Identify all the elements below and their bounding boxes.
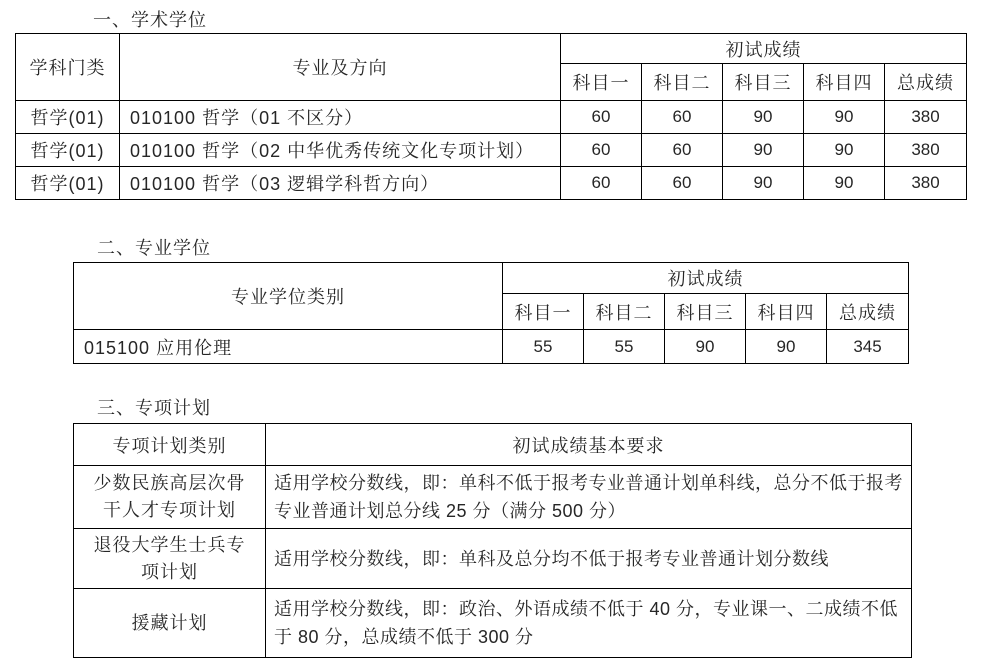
- col-header-subject2: 科目二: [584, 294, 665, 330]
- cell-subject1-score: 60: [561, 101, 642, 134]
- cell-plan-type: 退役大学生士兵专项计划: [74, 529, 266, 589]
- table-row: [16, 101, 967, 134]
- table-row: [74, 529, 912, 589]
- cell-subject2-score: 60: [642, 134, 723, 167]
- col-header-subject4: 科目四: [746, 294, 827, 330]
- cell-subject1-score: 60: [561, 134, 642, 167]
- col-header-total: 总成绩: [885, 64, 967, 101]
- section-title-professional: 二、专业学位: [97, 238, 211, 258]
- cell-subject3-score: 90: [723, 101, 804, 134]
- section-title-academic: 一、学术学位: [93, 10, 207, 30]
- cell-degree-type: 015100 应用伦理: [74, 330, 503, 364]
- academic-degree-table: [15, 33, 967, 200]
- col-header-major: 专业及方向: [120, 34, 561, 101]
- cell-total-score: 380: [885, 101, 967, 134]
- cell-requirement: 适用学校分数线，即：单科及总分均不低于报考专业普通计划分数线: [266, 529, 912, 589]
- cell-total-score: 380: [885, 134, 967, 167]
- col-header-subject2: 科目二: [642, 64, 723, 101]
- cell-subject4-score: 90: [804, 134, 885, 167]
- col-header-subject4: 科目四: [804, 64, 885, 101]
- col-header-degree-type: 专业学位类别: [74, 263, 503, 330]
- col-header-requirement: 初试成绩基本要求: [266, 424, 912, 466]
- table-header-row: [16, 34, 967, 64]
- table-row: [74, 466, 912, 529]
- table-row: [16, 167, 967, 200]
- special-plan-table: [73, 423, 912, 658]
- col-header-score-group: 初试成绩: [561, 34, 967, 64]
- section-title-special: 三、专项计划: [97, 398, 211, 418]
- cell-subject4-score: 90: [804, 167, 885, 200]
- col-header-subject3: 科目三: [723, 64, 804, 101]
- cell-plan-type: 援藏计划: [74, 589, 266, 658]
- cell-subject1-score: 55: [503, 330, 584, 364]
- cell-major: 010100 哲学（02 中华优秀传统文化专项计划）: [120, 134, 561, 167]
- cell-subject2-score: 60: [642, 101, 723, 134]
- cell-subject4-score: 90: [804, 101, 885, 134]
- cell-category: 哲学(01): [16, 134, 120, 167]
- cell-subject2-score: 60: [642, 167, 723, 200]
- cell-major: 010100 哲学（01 不区分）: [120, 101, 561, 134]
- cell-total-score: 345: [827, 330, 909, 364]
- table-header-row: [74, 424, 912, 466]
- cell-requirement: 适用学校分数线，即：单科不低于报考专业普通计划单科线，总分不低于报考专业普通计划总分线 25 分（满分 500 分）: [266, 466, 912, 529]
- col-header-total: 总成绩: [827, 294, 909, 330]
- table-header-row: [74, 263, 909, 294]
- table-row: [74, 589, 912, 658]
- cell-subject2-score: 55: [584, 330, 665, 364]
- col-header-subject1: 科目一: [561, 64, 642, 101]
- table-row: [74, 330, 909, 364]
- cell-major: 010100 哲学（03 逻辑学科哲方向）: [120, 167, 561, 200]
- cell-total-score: 380: [885, 167, 967, 200]
- cell-category: 哲学(01): [16, 167, 120, 200]
- cell-requirement: 适用学校分数线，即：政治、外语成绩不低于 40 分，专业课一、二成绩不低于 80 分，总成绩不低于 300 分: [266, 589, 912, 658]
- col-header-score-group: 初试成绩: [503, 263, 909, 294]
- cell-subject3-score: 90: [723, 134, 804, 167]
- col-header-plan-type: 专项计划类别: [74, 424, 266, 466]
- col-header-subject3: 科目三: [665, 294, 746, 330]
- cell-subject1-score: 60: [561, 167, 642, 200]
- col-header-subject1: 科目一: [503, 294, 584, 330]
- cell-subject4-score: 90: [746, 330, 827, 364]
- cell-subject3-score: 90: [665, 330, 746, 364]
- cell-plan-type: 少数民族高层次骨干人才专项计划: [74, 466, 266, 529]
- cell-subject3-score: 90: [723, 167, 804, 200]
- cell-category: 哲学(01): [16, 101, 120, 134]
- table-row: [16, 134, 967, 167]
- professional-degree-table: [73, 262, 909, 364]
- col-header-category: 学科门类: [16, 34, 120, 101]
